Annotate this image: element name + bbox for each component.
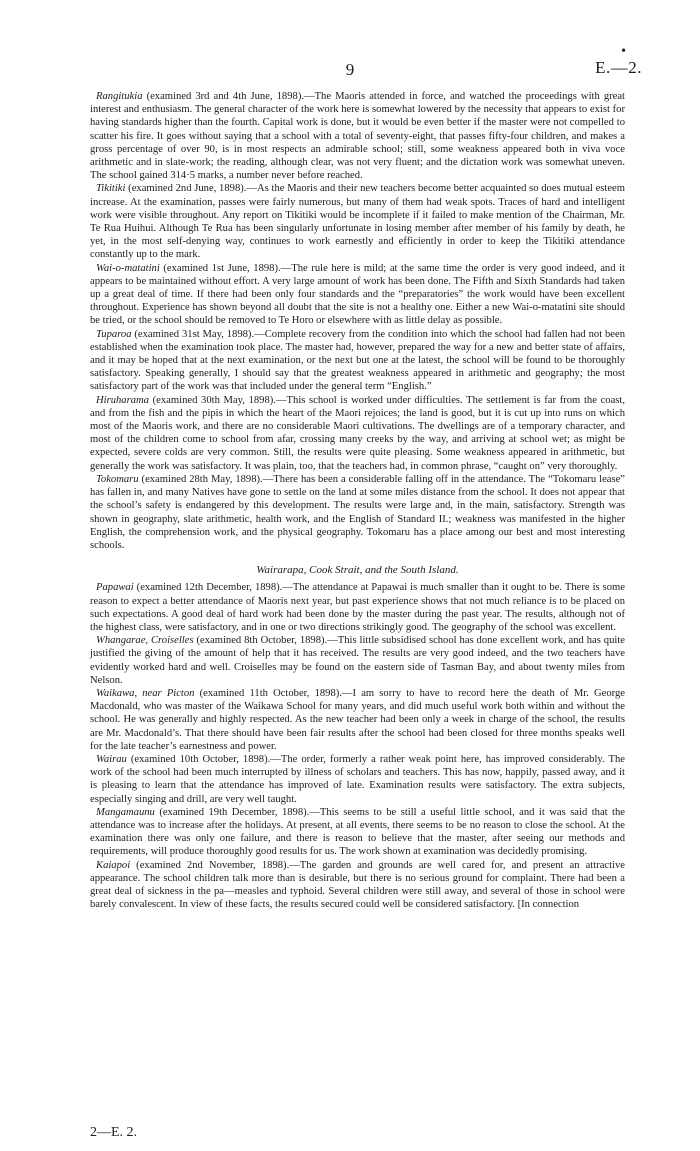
body-text [90, 90, 625, 911]
report-paragraph [90, 182, 625, 261]
school-name: Tuparoa [96, 328, 132, 340]
school-name: Rangitukia [96, 91, 143, 102]
school-name: Mangamaunu [96, 806, 155, 818]
report-paragraph [90, 473, 625, 552]
report-paragraph [90, 806, 625, 859]
school-name: Whangarae, Croiselles [96, 635, 194, 647]
paragraph-text: (examined 11th October, 1898).—I am sorry to have to record here the death of Mr. George Macdonald, who was master of the Waikawa School for many years, and did much useful work both within and without the school. He was generally and highly respected. As the new teacher had been only a week in charge of the school, the results are Mr. Macdonald’s. That there should have been fair results after the school had been closed for three months speaks well for the late teacher’s earnestness and power. [90, 687, 626, 752]
school-name: Wai-o-matatini [96, 262, 160, 274]
paragraph-text: (examined 31st May, 1898).—Complete recovery from the condition into which the school had fallen had not been established when the examination took place. The master had, however, prepared the way for a new and better state of affairs, and it may be hoped that at the next examination, or the next but one at the latest, the school will be found to be thoroughly satisfactory. Speaking generally, I should say that the greatest weakness appeared in arithmetic and geography; the most satisfactory part of the work was that included under the general term “English.” [90, 328, 625, 393]
school-name: Hiruharama [96, 394, 149, 406]
paragraph-text: (examined 10th October, 1898).—The order, formerly a rather weak point here, has improved considerably. The work of the school had been much interrupted by illness of scholars and teachers. This has now, happily, passed away, and it is pleasing to learn that the attendance has improved of late. Examination results were satisfactory. The extra subjects, especially singing and drill, are very well taught. [90, 753, 625, 805]
school-name: Kaiapoi [96, 859, 131, 871]
report-paragraph [90, 634, 625, 687]
report-paragraph [90, 328, 625, 394]
report-paragraph [90, 262, 625, 328]
top-mark: • [621, 44, 626, 59]
school-name: Papawai [96, 582, 134, 594]
paragraph-text: (examined 2nd November, 1898).—The garden and grounds are well cared for, and present an attractive appearance. The school children talk more than is desirable, but there is no serious ground for complaint. There had been a great deal of sickness in the pa—measles and typhoid. Several children were still away, and several of those in school were barely convalescent. In view of these facts, the results secured could well be considered satisfactory. [In connection [90, 859, 625, 911]
report-paragraph [90, 753, 625, 806]
south-section [90, 581, 625, 911]
report-paragraph [90, 859, 625, 912]
document-reference: E.—2. [595, 58, 642, 77]
paragraph-text: (examined 3rd and 4th June, 1898).—The Maoris attended in force, and watched the proceedings with great interest and enthusiasm. The general character of the work here is somewhat lowered by the necessity that appears to exist for having standards higher than the fourth. Capital work is done, but it would be even better if the master were not compelled to scatter his fire. It goes without saying that a school with a total of seventy-eight, that passes fifty-four children, and makes a gross percentage of over 90, is in most respects an admirable school; still, some weakness appeared both in viva voce arithmetic and in slate-work; the reading, although clear, was not very fluent; and the dictation work was somewhat uneven. The school gained 314·5 marks, a number never before reached. [90, 91, 625, 182]
paragraph-text: (examined 30th May, 1898).—This school is worked under difficulties. The settlement is far from the coast, and from the fish and the pipis in which the heart of the Maori rejoices; the land is good, but it is cut up into runs on which most of the Maoris work, and there are no considerable Maori cultivations. The dwellings are of a temporary character, and most of the children come to school from afar, crossing many creeks by the way, and arriving at school wet; as might be expected, severe colds are very common. Still, the results were quite pleasing. Some weakness appeared in arithmetic, but generally the work was satisfactory. It was plain, too, that the teachers had, in common phrase, “caught on” very thoroughly. [90, 394, 625, 472]
report-paragraph [90, 90, 625, 182]
paragraph-text: (examined 2nd June, 1898).—As the Maoris and their new teachers become better acquainted so does mutual esteem increase. At the examination, passes were fairly numerous, but many of them had weak spots. Traces of hard and intelligent work were visible throughout. Any report on Tikitiki would be incomplete if it failed to make mention of the Chairman, Mr. Te Rua Huihui. Although Te Rua has been singularly unfortunate in losing member after member of his family by death, he yet, in the most self-denying way, continues to work earnestly and efficiently in order to keep the Tikitiki attendance constantly up to the mark. [90, 183, 625, 261]
paragraph-text: (examined 12th December, 1898).—The attendance at Papawai is much smaller than it ought to be. There is some reason to expect a better attendance of Maoris next year, but past experience shows that not much reliance is to be placed on such expectations. A good deal of hard work had been done by the master during the past year. The results, although not of the highest class, were satisfactory, and in one or two directions strikingly good. The geography of the school was excellent. [90, 582, 625, 633]
report-paragraph [90, 394, 625, 473]
north-section [90, 90, 625, 552]
school-name: Wairau [96, 753, 127, 765]
paragraph-text: (examined 19th December, 1898).—This seems to be still a useful little school, and it was said that the attendance was to increase after the holidays. At present, at all events, there seems to be no reason to close the school. At the examination there was only one failure, and there is reason to believe that the master, after seeing our methods and requirements, will produce thoroughly good results for us. The work shown at examination was decidedly promising. [90, 806, 625, 858]
paragraph-text: (examined 8th October, 1898).—This little subsidised school has done excellent work, and has quite justified the giving of the amount of help that it has received. The results are very good indeed, and the two teachers have evidently worked hard and well. Croiselles may be found on the eastern side of Tasman Bay, and about twenty miles from Nelson. [90, 635, 625, 686]
report-paragraph [90, 581, 625, 634]
school-name: Tikitiki [96, 183, 126, 195]
signature-mark: 2—E. 2. [90, 1125, 138, 1140]
report-paragraph [90, 687, 625, 753]
school-name: Waikawa, near Picton [96, 687, 195, 699]
section-heading: Wairarapa, Cook Strait, and the South Island. [256, 564, 459, 577]
paragraph-text: (examined 28th May, 1898).—There has been a considerable falling off in the attendance. The “Tokomaru lease” has fallen in, and many Natives have gone to settle on the land at some miles distance from the school. It does not appear that the school’s safety is endangered by this development. The results were large and, in the main, satisfactory. Strength was shown in geography, slate arithmetic, health work, and the English of Standard II.; weakness was manifested in the higher English, the comprehension work, and the physical geography. Tokomaru has a place among our best and most interesting schools. [90, 473, 625, 551]
page-number: 9 [345, 60, 355, 79]
school-name: Tokomaru [96, 473, 139, 485]
paragraph-text: (examined 1st June, 1898).—The rule here is mild; at the same time the order is very good indeed, and it appears to be maintained without effort. A very large amount of work has been done. The Fifth and Sixth Standards had taken up a great deal of time. If there had been only four standards and the “preparatories” the work would have been excellent throughout. Experience has shown beyond all doubt that the site is not a healthy one. Either a new Wai-o-matatini site should be tried, or the school should be removed to Te Horo or elsewhere with as little delay as possible. [90, 262, 625, 327]
